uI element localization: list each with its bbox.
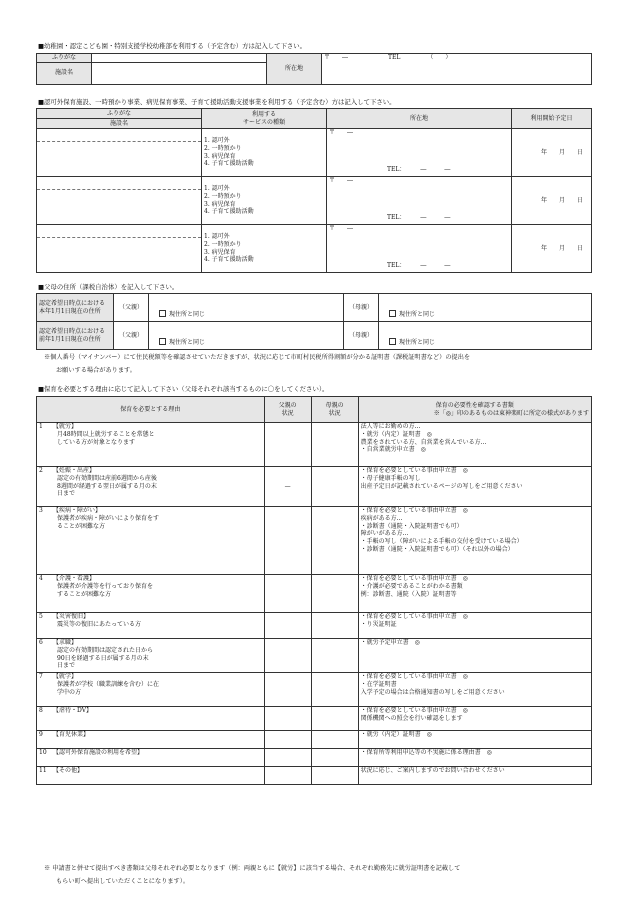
reason-title: 【妊娠・出産】 <box>53 467 96 474</box>
father-status-cell[interactable] <box>264 613 311 639</box>
service-option-1[interactable]: 1. 認可外 <box>204 184 230 192</box>
service-option-2[interactable]: 2. 一時預かり <box>204 192 242 200</box>
reason-row <box>37 507 592 575</box>
reason-number: 8 <box>37 707 52 731</box>
footnote-line1: ※ 申請書と併せて提出すべき書類は父母それぞれ必要となります（例：両親ともに【就労】に該当する場合、それぞれ勤務先に就労証明書を記載して <box>44 865 461 872</box>
reason-text <box>51 749 264 767</box>
start-date-cell[interactable]: 年 月 日 <box>512 129 592 177</box>
reason-text <box>51 575 264 613</box>
mother-status-cell[interactable] <box>311 507 358 575</box>
required-documents-cell <box>358 467 591 507</box>
reason-row <box>37 749 592 767</box>
current-year-label-line2: 本年1月1日現在の住所 <box>39 307 101 315</box>
document-line: ・保育を必要としている事由申立書 ◎ <box>360 507 468 514</box>
document-line: ・自営業就労申立書 ◎ <box>360 446 426 454</box>
col-furigana: ふりがな <box>37 109 202 119</box>
father-status-cell[interactable] <box>264 639 311 673</box>
document-line: 関係機関への照会を行い確認をします <box>360 714 463 722</box>
required-documents-cell <box>358 575 591 613</box>
reason-title: 【介護・看護】 <box>53 575 96 582</box>
facility-name-cell[interactable] <box>37 177 202 225</box>
childcare-reason-table <box>36 396 592 785</box>
document-line: ・就労（内定）証明書 ◎ <box>360 430 432 438</box>
col-docs-line1: 保育の必要性を確認する書類 <box>435 401 514 409</box>
col-start-date: 利用開始予定日 <box>512 109 592 129</box>
location-cell[interactable] <box>327 225 512 273</box>
col-father-line1: 父親の <box>278 401 297 409</box>
checkbox-icon[interactable] <box>159 310 166 317</box>
reason-row <box>37 423 592 467</box>
service-option-4[interactable]: 4. 子育て援助活動 <box>204 256 254 264</box>
father-address-field[interactable] <box>149 322 344 350</box>
facility-field[interactable] <box>92 62 267 84</box>
col-required-documents <box>358 397 591 423</box>
document-line: 疾病がある方… <box>360 514 403 522</box>
mother-address-field[interactable] <box>379 294 592 322</box>
tel-label: TEL （ ） <box>388 54 452 61</box>
footnote-line2: もらい町へ提出していただくことになります）。 <box>56 878 190 885</box>
document-line: 例：診断書、通院（入院）証明書等 <box>360 590 457 598</box>
reason-description-line: ることが困難な方 <box>57 522 106 530</box>
required-documents-cell <box>358 767 591 785</box>
current-year-address-label <box>37 294 114 322</box>
document-line: 入学予定の場合は合格通知書の写しをご用意ください <box>360 688 505 696</box>
required-documents-cell <box>358 731 591 749</box>
reason-description-line: している方が対象となります <box>57 438 136 446</box>
same-as-current-label: 現住所と同じ <box>169 339 206 347</box>
section-unlicensed-heading: ■認可外保育施設、一時預かり事業、病児保育事業、子育て援助活動支援事業を利用する（予定含む）方は記入して下さい。 <box>38 98 396 106</box>
father-status-cell[interactable] <box>264 575 311 613</box>
col-mother-line1: 母親の <box>325 401 344 409</box>
mother-status-cell[interactable] <box>311 749 358 767</box>
reason-text <box>51 613 264 639</box>
service-option-3[interactable]: 3. 病児保育 <box>204 248 236 256</box>
required-documents-cell <box>358 749 591 767</box>
col-location: 所在地 <box>327 109 512 129</box>
reason-text <box>51 673 264 707</box>
required-documents-cell <box>358 707 591 731</box>
furigana-label: ふりがな <box>37 54 92 63</box>
col-reason: 保育を必要とする理由 <box>37 397 265 423</box>
same-as-current-label: 現住所と同じ <box>399 339 436 347</box>
mynumber-note-line1: ※個人番号（マイナンバー）にて住民税額等を確認させていただきますが、状況に応じて市町村民税所得割額が分かる証明書（課税証明書など）の提出を <box>44 354 471 361</box>
reason-row <box>37 613 592 639</box>
reason-number: 9 <box>37 731 52 749</box>
start-date-cell[interactable]: 年 月 日 <box>512 177 592 225</box>
mother-label: （母親） <box>344 322 379 350</box>
service-option-2[interactable]: 2. 一時預かり <box>204 144 242 152</box>
tel-label: TEL： ― ― <box>387 214 451 222</box>
document-line: 状況に応じ、ご案内しますのでお問い合わせください <box>360 767 505 774</box>
mother-status-cell[interactable] <box>311 673 358 707</box>
facility-name-cell[interactable] <box>37 129 202 177</box>
reason-description-line: 震災等の復旧にあたっている方 <box>57 620 142 628</box>
reason-text <box>51 423 264 467</box>
document-line: ・介護が必要であることがわかる書類 <box>360 582 463 590</box>
mother-status-cell[interactable] <box>311 731 358 749</box>
document-line: ・母子健康手帳の写し <box>360 474 421 482</box>
parent-address-table <box>36 293 592 350</box>
reason-number: 7 <box>37 673 52 707</box>
reason-title: 【虐待・DV】 <box>53 707 93 714</box>
reason-description-line: することが困難な方 <box>57 590 112 598</box>
document-line: ・保育を必要としている事由申立書 ◎ <box>360 613 468 620</box>
father-address-field[interactable] <box>149 294 344 322</box>
service-options[interactable] <box>202 129 327 177</box>
reason-description-line: 認定の有効期間は認定された日から <box>57 646 154 654</box>
reason-number: 6 <box>37 639 52 673</box>
postal-mark: 〒 ― <box>329 129 354 136</box>
reason-description-line: 90日を経過する日が属する月の末 <box>57 654 149 662</box>
father-status-cell[interactable] <box>264 423 311 467</box>
reason-row <box>37 467 592 507</box>
kindergarten-table <box>36 53 592 85</box>
reason-text <box>51 639 264 673</box>
service-options[interactable] <box>202 225 327 273</box>
document-line: ・保育を必要としている事由申立書 ◎ <box>360 575 468 582</box>
father-status-cell[interactable] <box>264 749 311 767</box>
checkbox-icon[interactable] <box>389 338 396 345</box>
previous-year-address-label <box>37 322 114 350</box>
same-as-current-checkbox[interactable] <box>159 338 205 347</box>
required-documents-cell <box>358 639 591 673</box>
reason-number: 10 <box>37 749 52 767</box>
checkbox-icon[interactable] <box>159 338 166 345</box>
section-address-heading: ■父母の住所（課税自治体）を記入して下さい。 <box>38 283 179 291</box>
father-label: （父親） <box>114 322 149 350</box>
col-father-status <box>264 397 311 423</box>
service-option-3[interactable]: 3. 病児保育 <box>204 152 236 160</box>
document-line: 障がいがある方… <box>360 530 409 538</box>
service-option-2[interactable]: 2. 一時預かり <box>204 240 242 248</box>
reason-text <box>51 507 264 575</box>
required-documents-cell <box>358 613 591 639</box>
service-option-3[interactable]: 3. 病児保育 <box>204 200 236 208</box>
mother-status-cell[interactable] <box>311 467 358 507</box>
facility-row-1 <box>37 129 592 177</box>
required-documents-cell <box>358 423 591 467</box>
start-date-cell[interactable]: 年 月 日 <box>512 225 592 273</box>
father-status-cell[interactable] <box>264 507 311 575</box>
father-status-cell[interactable] <box>264 731 311 749</box>
reason-title: 【求職】 <box>53 639 78 646</box>
location-cell[interactable] <box>327 177 512 225</box>
reason-description-line: 保護者が疾病・障がいにより保育をす <box>57 514 160 522</box>
father-status-cell[interactable] <box>264 673 311 707</box>
document-line: ・保育を必要としている事由申立書 ◎ <box>360 707 468 714</box>
reason-row <box>37 575 592 613</box>
service-option-4[interactable]: 4. 子育て援助活動 <box>204 160 254 168</box>
mother-status-cell[interactable] <box>311 767 358 785</box>
previous-year-label-line1: 認定希望日時点における <box>39 327 106 335</box>
reason-text <box>51 707 264 731</box>
reason-row <box>37 731 592 749</box>
document-line: ・就労（内定）証明書 ◎ <box>360 731 432 738</box>
same-as-current-checkbox[interactable] <box>159 310 205 319</box>
reason-text <box>51 731 264 749</box>
reason-title: 【育児休業】 <box>53 731 90 738</box>
location-label: 所在地 <box>267 54 322 85</box>
postal-mark: 〒 ― <box>329 225 354 232</box>
tel-label: TEL： ― ― <box>387 262 451 270</box>
col-mother-status <box>311 397 358 423</box>
reason-number: 5 <box>37 613 52 639</box>
required-documents-cell <box>358 507 591 575</box>
reason-number: 3 <box>37 507 52 575</box>
document-line: ・診断書（通院・入院証明書でも可） <box>360 522 463 530</box>
postal-mark: 〒 ― <box>324 54 349 61</box>
reason-row <box>37 673 592 707</box>
reason-number: 1 <box>37 423 52 467</box>
mother-status-cell[interactable] <box>311 613 358 639</box>
col-service-type-line2: サービスの種類 <box>242 118 285 126</box>
reason-text <box>51 467 264 507</box>
father-status-cell[interactable] <box>264 707 311 731</box>
document-line: ・診断書（通院・入院証明書でも可）（それ以外の場合） <box>360 545 514 553</box>
section-kindergarten-heading: ■幼稚園・認定こども園・特別支援学校幼稚部を利用する（予定含む）方は記入して下さい。 <box>38 42 307 50</box>
document-line: ・り災証明証 <box>360 620 397 628</box>
mynumber-note-line2: お願いする場合があります。 <box>56 367 136 374</box>
document-line: ・保育を必要としている事由申立書 ◎ <box>360 673 468 680</box>
father-status-cell[interactable]: — <box>264 467 311 507</box>
service-option-1[interactable]: 1. 認可外 <box>204 136 230 144</box>
col-service-type <box>202 109 327 129</box>
reason-row <box>37 767 592 785</box>
document-line: 出産予定日が記載されているページの写しをご用意ください <box>360 482 523 490</box>
required-documents-cell <box>358 673 591 707</box>
reason-description-line: 学中の方 <box>57 688 82 696</box>
reason-description-line: 日まで <box>57 662 76 670</box>
document-line: ・在学証明書 <box>360 680 397 688</box>
mother-address-field[interactable] <box>379 322 592 350</box>
reason-description-line: 保護者が学校（職業訓練を含む）に在 <box>57 680 160 688</box>
checkbox-icon[interactable] <box>389 310 396 317</box>
same-as-current-label: 現住所と同じ <box>169 311 206 319</box>
document-line: ・就労予定申立書 ◎ <box>360 639 420 646</box>
mother-status-cell[interactable] <box>311 639 358 673</box>
reason-description-line: 認定の有効期間は産前6週間から産後 <box>57 474 157 482</box>
col-docs-line2: ※「◎」印のあるものは東神楽町に所定の様式があります <box>433 409 589 417</box>
reason-text <box>51 767 264 785</box>
tel-label: TEL： ― ― <box>387 166 451 174</box>
father-label: （父親） <box>114 294 149 322</box>
reason-description-line: 保護者が介護等を行っており保育を <box>57 582 154 590</box>
document-line: 法人等にお勤めの方… <box>360 423 421 430</box>
col-father-line2: 状況 <box>281 409 294 417</box>
document-line: 農業をされている方、自営業を営んでいる方… <box>360 438 487 446</box>
location-cell[interactable] <box>327 129 512 177</box>
service-option-1[interactable]: 1. 認可外 <box>204 232 230 240</box>
mother-status-cell[interactable] <box>311 423 358 467</box>
reason-number: 4 <box>37 575 52 613</box>
same-as-current-checkbox[interactable] <box>389 338 435 347</box>
reason-title: 【疾病・障がい】 <box>53 507 102 514</box>
reason-row <box>37 707 592 731</box>
reason-description-line: 月48時間以上就労することを常態と <box>57 430 155 438</box>
mother-status-cell[interactable] <box>311 575 358 613</box>
service-options[interactable] <box>202 177 327 225</box>
section-reason-heading: ■保育を必要とする理由に応じて記入して下さい（父母それぞれ該当するものに〇をしてください）。 <box>38 385 329 393</box>
reason-number: 2 <box>37 467 52 507</box>
current-year-label-line1: 認定希望日時点における <box>39 299 106 307</box>
reason-title: 【災害復旧】 <box>53 613 90 620</box>
mother-status-cell[interactable] <box>311 707 358 731</box>
postal-mark: 〒 ― <box>329 177 354 184</box>
facility-label: 施設名 <box>37 62 92 84</box>
reason-description-line: 8週間が経過する翌日が属する月の末 <box>57 482 157 490</box>
col-mother-line2: 状況 <box>328 409 341 417</box>
service-option-4[interactable]: 4. 子育て援助活動 <box>204 208 254 216</box>
previous-year-label-line2: 前年1月1日現在の住所 <box>39 335 101 343</box>
reason-title: 【就学】 <box>53 673 78 680</box>
col-service-type-line1: 利用する <box>251 110 276 118</box>
same-as-current-label: 現住所と同じ <box>399 311 436 319</box>
facility-name-cell[interactable] <box>37 225 202 273</box>
reason-title: 【就労】 <box>53 423 78 430</box>
reason-title: 【認可外保育施設の利用を希望】 <box>53 749 144 756</box>
document-line: ・保育を必要としている事由申立書 ◎ <box>360 467 468 474</box>
same-as-current-checkbox[interactable] <box>389 310 435 319</box>
reason-description-line: 日まで <box>57 490 76 498</box>
unlicensed-services-table <box>36 108 592 273</box>
document-line: ・手帳の写し（障がいによる手帳の交付を受けている場合） <box>360 538 523 546</box>
reason-row <box>37 639 592 673</box>
mother-label: （母親） <box>344 294 379 322</box>
furigana-field[interactable] <box>92 54 267 63</box>
location-field[interactable] <box>322 54 592 85</box>
col-facility: 施設名 <box>37 119 202 129</box>
reason-number: 11 <box>37 767 52 785</box>
facility-row-3 <box>37 225 592 273</box>
facility-row-2 <box>37 177 592 225</box>
father-status-cell[interactable] <box>264 767 311 785</box>
document-line: ・保育所等利用申込等の不実施に係る理由書 ◎ <box>360 749 492 756</box>
reason-title: 【その他】 <box>53 767 84 774</box>
